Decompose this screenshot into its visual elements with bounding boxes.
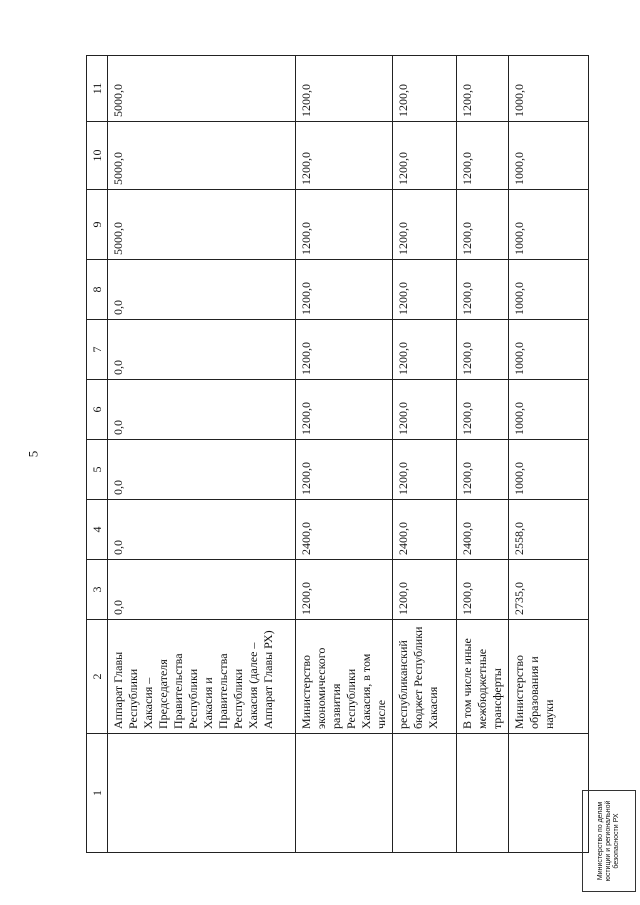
row-value: 2400,0 bbox=[457, 500, 509, 560]
row-value: 0,0 bbox=[108, 260, 296, 320]
row-value: 0,0 bbox=[108, 560, 296, 620]
row-value: 1200,0 bbox=[393, 380, 457, 440]
column-number: 10 bbox=[87, 122, 108, 190]
row-value: 1000,0 bbox=[509, 190, 589, 260]
row-name: Аппарат Главы Республики Хакасия – Председателя Правительства Республики Хакасия и Правительства Республики Хакасия (далее – Аппарат Главы РХ) bbox=[108, 620, 296, 734]
budget-table bbox=[86, 55, 589, 853]
row-value: 1200,0 bbox=[393, 122, 457, 190]
column-number: 4 bbox=[87, 500, 108, 560]
column-number: 3 bbox=[87, 560, 108, 620]
row-value: 5000,0 bbox=[108, 122, 296, 190]
table-row bbox=[457, 56, 509, 853]
budget-table-container bbox=[86, 56, 582, 853]
row-value: 1000,0 bbox=[509, 56, 589, 122]
row-value: 2400,0 bbox=[393, 500, 457, 560]
row-value: 1200,0 bbox=[393, 190, 457, 260]
table-row bbox=[393, 56, 457, 853]
row-value: 1200,0 bbox=[393, 56, 457, 122]
row-value: 2735,0 bbox=[509, 560, 589, 620]
row-col1 bbox=[296, 734, 393, 853]
row-value: 1200,0 bbox=[296, 440, 393, 500]
row-value: 1000,0 bbox=[509, 380, 589, 440]
row-value: 1200,0 bbox=[457, 440, 509, 500]
table-row bbox=[296, 56, 393, 853]
row-value: 0,0 bbox=[108, 440, 296, 500]
column-number: 11 bbox=[87, 56, 108, 122]
column-number: 1 bbox=[87, 734, 108, 853]
row-value: 1200,0 bbox=[393, 440, 457, 500]
row-value: 0,0 bbox=[108, 500, 296, 560]
column-number: 7 bbox=[87, 320, 108, 380]
row-value: 1200,0 bbox=[296, 122, 393, 190]
row-value: 5000,0 bbox=[108, 56, 296, 122]
column-number: 6 bbox=[87, 380, 108, 440]
page-number: 5 bbox=[25, 450, 41, 458]
column-number-row bbox=[87, 56, 108, 853]
row-name: республиканский бюджет Республики Хакасия bbox=[393, 620, 457, 734]
row-value: 1200,0 bbox=[296, 320, 393, 380]
stamp-line: Министерство по делам bbox=[596, 801, 604, 881]
row-value: 1200,0 bbox=[457, 560, 509, 620]
row-value: 1200,0 bbox=[296, 560, 393, 620]
row-value: 1200,0 bbox=[393, 320, 457, 380]
row-value: 1200,0 bbox=[296, 260, 393, 320]
row-value: 1200,0 bbox=[457, 260, 509, 320]
registration-stamp bbox=[582, 790, 636, 892]
row-value: 1200,0 bbox=[457, 56, 509, 122]
row-value: 1200,0 bbox=[393, 560, 457, 620]
row-name: Министерство экономического развития Республики Хакасия, в том числе bbox=[296, 620, 393, 734]
column-number: 5 bbox=[87, 440, 108, 500]
row-col1 bbox=[108, 734, 296, 853]
row-value: 1000,0 bbox=[509, 320, 589, 380]
stamp-text bbox=[583, 791, 635, 891]
stamp-line: безопасности РХ bbox=[613, 813, 621, 869]
row-value: 2400,0 bbox=[296, 500, 393, 560]
row-value: 0,0 bbox=[108, 380, 296, 440]
column-number: 2 bbox=[87, 620, 108, 734]
row-value: 1200,0 bbox=[296, 380, 393, 440]
row-name: В том числе иные межбюджетные трансферты bbox=[457, 620, 509, 734]
rotated-table bbox=[86, 56, 582, 853]
row-name: Министерство образования и науки bbox=[509, 620, 589, 734]
stamp-line: юстиции и региональной bbox=[604, 800, 612, 882]
row-col1 bbox=[457, 734, 509, 853]
column-number: 9 bbox=[87, 190, 108, 260]
column-number: 8 bbox=[87, 260, 108, 320]
table-row bbox=[108, 56, 296, 853]
row-col1 bbox=[393, 734, 457, 853]
row-value: 1200,0 bbox=[457, 190, 509, 260]
row-value: 1000,0 bbox=[509, 122, 589, 190]
row-value: 0,0 bbox=[108, 320, 296, 380]
row-value: 1000,0 bbox=[509, 440, 589, 500]
table-row bbox=[509, 56, 589, 853]
row-value: 5000,0 bbox=[108, 190, 296, 260]
row-col1 bbox=[509, 734, 589, 853]
row-value: 2558,0 bbox=[509, 500, 589, 560]
row-value: 1200,0 bbox=[296, 56, 393, 122]
row-value: 1200,0 bbox=[296, 190, 393, 260]
row-value: 1200,0 bbox=[457, 122, 509, 190]
row-value: 1000,0 bbox=[509, 260, 589, 320]
row-value: 1200,0 bbox=[457, 320, 509, 380]
row-value: 1200,0 bbox=[457, 380, 509, 440]
row-value: 1200,0 bbox=[393, 260, 457, 320]
